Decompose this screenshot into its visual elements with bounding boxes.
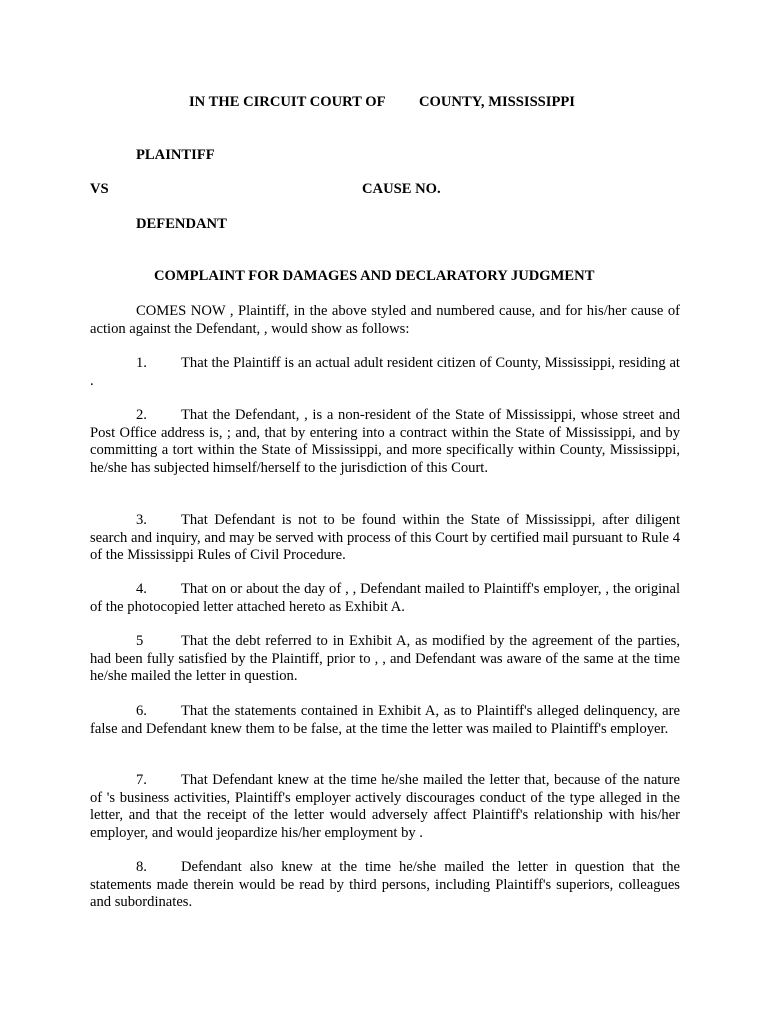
paragraph-7 (90, 772, 680, 842)
document-title: COMPLAINT FOR DAMAGES AND DECLARATORY JUDGMENT (154, 268, 595, 284)
paragraph-3 (90, 512, 680, 565)
paragraph-text: That the Defendant, , is a non-resident of the State of Mississippi, whose street and Post Office address is, ; and, that by entering into a contract within the State of Mississippi, and by committing a tort within the State of Mississippi, and more specifically within County, Mississippi, he/she has subjected himself/herself to the jurisdiction of this Court. (90, 407, 680, 476)
paragraph-number: 6. (136, 703, 147, 719)
paragraph-4 (90, 581, 680, 616)
paragraph-number: 7. (136, 772, 147, 788)
paragraph-5 (90, 633, 680, 686)
paragraph-number: 3. (136, 512, 147, 528)
paragraph-number: 8. (136, 859, 147, 875)
paragraph-number: 1. (136, 355, 147, 371)
court-title-prefix: IN THE CIRCUIT COURT OF (189, 94, 386, 110)
paragraph-1 (90, 355, 680, 390)
paragraph-text: That the statements contained in Exhibit A, as to Plaintiff's alleged delinquency, are false and Defendant knew them to be false, at the time the letter was mailed to Plaintiff's employer. (90, 703, 680, 737)
paragraph-text: That on or about the day of , , Defendant mailed to Plaintiff's employer, , the original of the photocopied letter attached hereto as Exhibit A. (90, 581, 680, 615)
paragraph-text: That Defendant knew at the time he/she mailed the letter that, because of the nature of 's business activities, Plaintiff's employer actively discourages conduct of the type alleged in the letter, and that the receipt of the letter would adversely affect Plaintiff's relationship with his/her employer, and would jeopardize his/her employment by . (90, 772, 680, 841)
defendant-label: DEFENDANT (136, 216, 227, 232)
plaintiff-label: PLAINTIFF (136, 147, 215, 163)
intro-paragraph (90, 303, 680, 338)
cause-number-label: CAUSE NO. (362, 181, 441, 197)
paragraph-number: 2. (136, 407, 147, 423)
intro-text: COMES NOW , Plaintiff, in the above styled and numbered cause, and for his/her cause of action against the Defendant, , would show as follows: (90, 303, 680, 337)
paragraph-number: 5 (136, 633, 144, 649)
paragraph-8 (90, 859, 680, 912)
paragraph-text: Defendant also knew at the time he/she mailed the letter in question that the statements made therein would be read by third persons, including Plaintiff's superiors, colleagues and subordinates. (90, 859, 680, 910)
court-title-suffix: COUNTY, MISSISSIPPI (419, 94, 575, 110)
paragraph-text: That the Plaintiff is an actual adult resident citizen of County, Mississippi, residing at . (90, 355, 680, 389)
paragraph-2 (90, 407, 680, 477)
paragraph-number: 4. (136, 581, 147, 597)
paragraph-text: That Defendant is not to be found within the State of Mississippi, after diligent search and inquiry, and may be served with process of this Court by certified mail pursuant to Rule 4 of the Mississippi Rules of Civil Procedure. (90, 512, 680, 563)
vs-label: VS (90, 181, 109, 197)
paragraph-text: That the debt referred to in Exhibit A, as modified by the agreement of the parties, had been fully satisfied by the Plaintiff, prior to , , and Defendant was aware of the same at the time he/she mailed the letter in question. (90, 633, 680, 684)
paragraph-6 (90, 703, 680, 738)
